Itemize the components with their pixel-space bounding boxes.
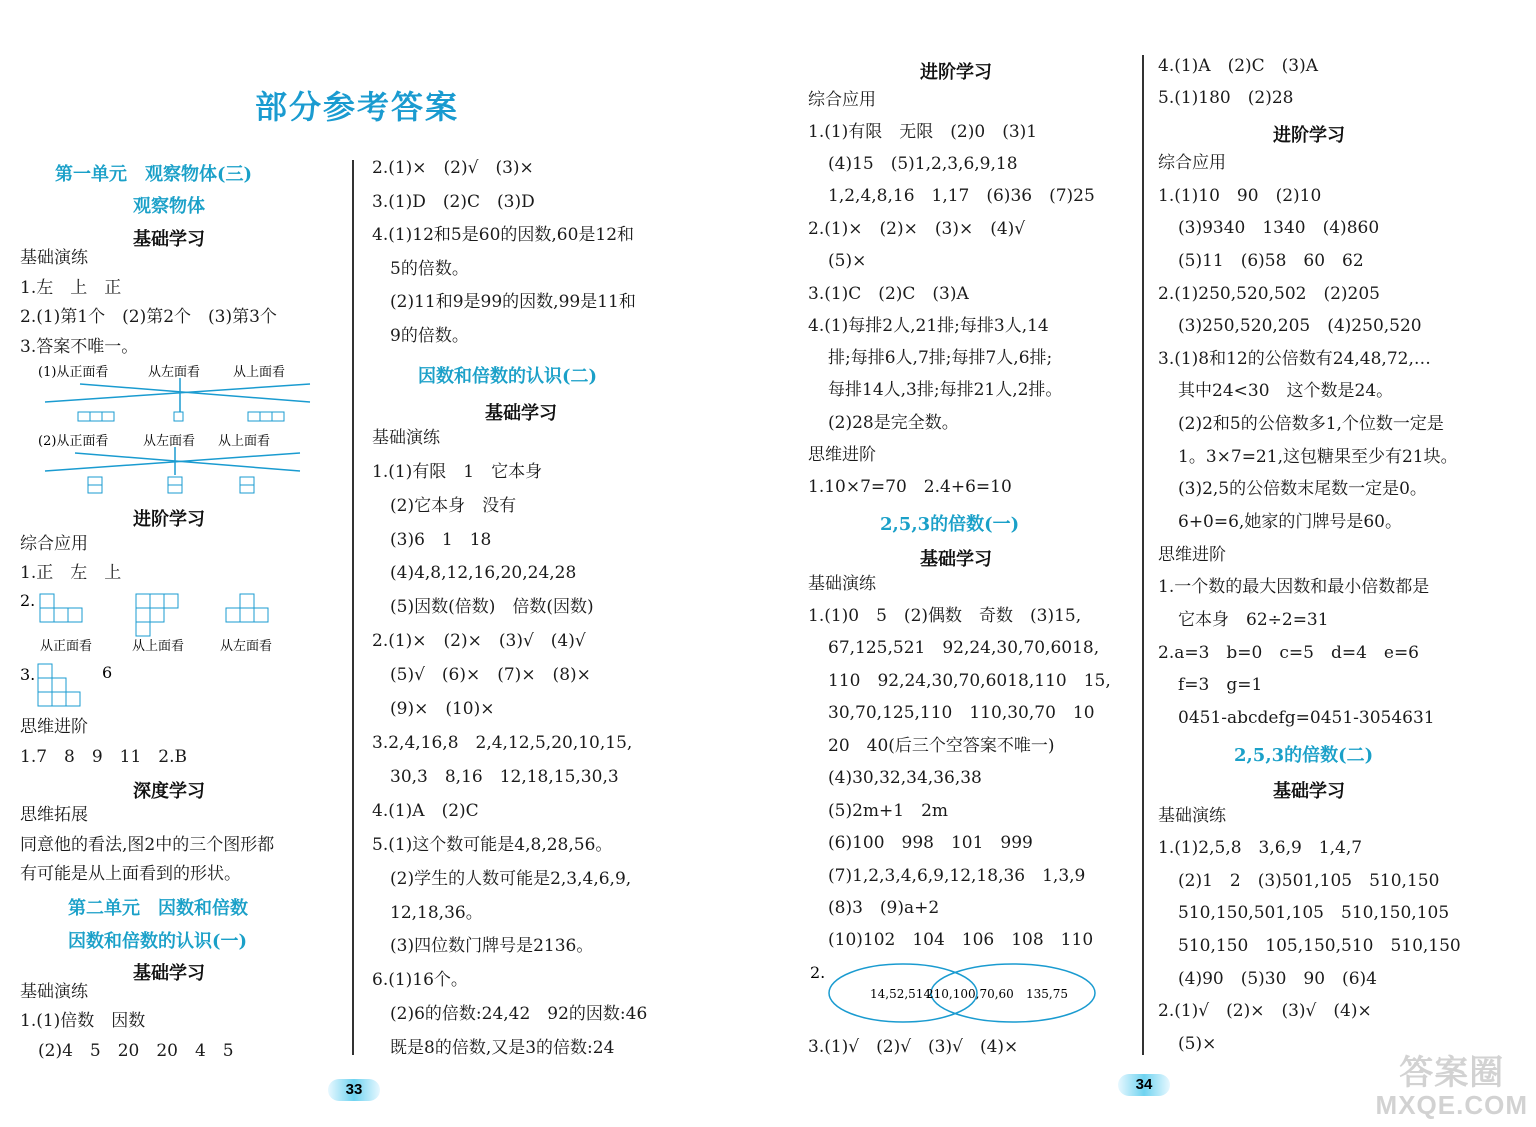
text-line: 思维进阶 [808, 445, 876, 465]
text-line: (4)4,8,12,16,20,24,28 [390, 563, 577, 583]
text-line: 排;每排6人,7排;每排7人,6排; [828, 348, 1053, 368]
subsection-heading: 基础学习 [485, 403, 557, 424]
text-line: 3.(1)C (2)C (3)A [808, 284, 969, 304]
text-line: 2.(1)250,520,502 (2)205 [1158, 284, 1380, 304]
text-line: 1.10×7=70 2.4+6=10 [808, 477, 1012, 497]
text-line: 同意他的看法,图2中的三个图形都 [20, 835, 275, 855]
subsection-heading: 基础学习 [920, 549, 992, 570]
text-line: 3.(1)D (2)C (3)D [372, 192, 535, 212]
text-line: (2)4 5 20 20 4 5 [38, 1041, 234, 1061]
watermark [1375, 1054, 1528, 1121]
text-line: 30,70,125,110 110,30,70 10 [828, 703, 1095, 723]
text-line: (10)102 104 106 108 110 [828, 930, 1094, 950]
page-number-right: 34 [1118, 1074, 1170, 1096]
text-line: 9的倍数。 [390, 326, 469, 346]
text-line: (9)× (10)× [390, 699, 495, 719]
text-line: 思维进阶 [1158, 545, 1226, 565]
page-number-left: 33 [328, 1079, 380, 1101]
text-line: 0451-abcdefg=0451-3054631 [1178, 708, 1435, 728]
venn-left-label: 14,52,514 [870, 987, 932, 1001]
section-heading: 2,5,3的倍数(一) [880, 514, 1020, 535]
figure-value: 6 [102, 663, 113, 682]
text-line: 基础演练 [20, 248, 88, 268]
text-line: 20 40(后三个空答案不唯一) [828, 736, 1055, 756]
text-line: 其中24<30 这个数是24。 [1178, 381, 1394, 401]
text-line: 它本身 62÷2=31 [1178, 610, 1329, 630]
text-line: (5)2m+1 2m [828, 801, 949, 821]
text-line: 2.(1)第1个 (2)第2个 (3)第3个 [20, 307, 277, 327]
text-line: (2)它本身 没有 [390, 496, 517, 516]
text-line: (8)3 (9)a+2 [828, 898, 940, 918]
unit-heading: 第一单元 观察物体(三) [55, 164, 253, 185]
views-figure-2 [20, 590, 340, 656]
text-line: 4.(1)A (2)C (3)A [1158, 56, 1319, 76]
subsection-heading: 进阶学习 [920, 62, 992, 83]
column-divider-left [352, 160, 354, 1055]
text-line: (3)9340 1340 (4)860 [1178, 218, 1380, 238]
text-line: 5的倍数。 [390, 259, 469, 279]
text-line: (2)2和5的公倍数多1,个位数一定是 [1178, 414, 1444, 434]
text-line: 1.7 8 9 11 2.B [20, 747, 188, 767]
text-line: (2)11和9是99的因数,99是11和 [390, 292, 636, 312]
text-line: (2)学生的人数可能是2,3,4,6,9, [390, 869, 632, 889]
figure-number: 2. [20, 591, 36, 610]
text-line: 1.(1)倍数 因数 [20, 1011, 146, 1031]
text-line: 3.答案不唯一。 [20, 337, 139, 357]
diagram-label: 从左面看 [148, 365, 201, 380]
text-line: 2.a=3 b=0 c=5 d=4 e=6 [1158, 643, 1420, 663]
figure-label: 从正面看 [40, 639, 93, 654]
text-line: 510,150,501,105 510,150,105 [1178, 903, 1450, 923]
text-line: 1.一个数的最大因数和最小倍数都是 [1158, 577, 1430, 597]
venn-middle-label: 210,100,70,60 [926, 987, 1014, 1001]
text-line: (6)100 998 101 999 [828, 833, 1033, 853]
unit-heading: 第二单元 因数和倍数 [68, 898, 248, 919]
diagram-label: 从左面看 [143, 434, 196, 449]
text-line: (3)四位数门牌号是2136。 [390, 936, 594, 956]
text-line: 基础演练 [808, 574, 876, 594]
text-line: 1.(1)有限 1 它本身 [372, 462, 543, 482]
text-line: 1,2,4,8,16 1,17 (6)36 (7)25 [828, 186, 1095, 206]
text-line: 思维进阶 [20, 717, 88, 737]
views-diagram-1 [20, 362, 340, 432]
text-line: 110 92,24,30,70,6018,110 15, [828, 671, 1111, 691]
text-line: 5.(1)这个数可能是4,8,28,56。 [372, 835, 613, 855]
text-line: 3.(1)√ (2)√ (3)√ (4)× [808, 1037, 1019, 1057]
text-line: 3.2,4,16,8 2,4,12,5,20,10,15, [372, 733, 633, 753]
text-line: 2.(1)√ (2)× (3)√ (4)× [1158, 1001, 1372, 1021]
text-line: 4.(1)每排2人,21排;每排3人,14 [808, 316, 1049, 336]
text-line: 综合应用 [808, 90, 876, 110]
diagram-label: (1)从正面看 [38, 365, 109, 380]
section-heading: 因数和倍数的认识(二) [418, 366, 598, 387]
text-line: f=3 g=1 [1178, 675, 1263, 695]
text-line: 510,150 105,150,510 510,150 [1178, 936, 1461, 956]
text-line: (3)2,5的公倍数末尾数一定是0。 [1178, 479, 1427, 499]
text-line: 6+0=6,她家的门牌号是60。 [1178, 512, 1402, 532]
text-line: (4)30,32,34,36,38 [828, 768, 982, 788]
diagram-label: 从上面看 [218, 434, 271, 449]
watermark-line2: MXQE.COM [1375, 1090, 1528, 1120]
text-line: (5)× [1178, 1034, 1217, 1054]
figure-number: 3. [20, 665, 36, 684]
venn-right-label: 135,75 [1026, 987, 1068, 1001]
subsection-heading: 进阶学习 [1273, 125, 1345, 146]
text-line: 2.(1)× (2)× (3)× (4)√ [808, 219, 1026, 239]
text-line: (5)11 (6)58 60 62 [1178, 251, 1364, 271]
text-line: 2.(1)× (2)× (3)√ (4)√ [372, 631, 586, 651]
figure-label: 从左面看 [220, 639, 273, 654]
text-line: 4.(1)A (2)C [372, 801, 479, 821]
text-line: 综合应用 [20, 534, 88, 554]
text-line: 既是8的倍数,又是3的倍数:24 [390, 1038, 615, 1058]
text-line: 2.(1)× (2)√ (3)× [372, 158, 534, 178]
text-line: 1.(1)0 5 (2)偶数 奇数 (3)15, [808, 606, 1082, 626]
views-diagram-2 [20, 431, 340, 499]
subsection-heading: 深度学习 [133, 781, 205, 802]
subsection-heading: 基础学习 [1273, 781, 1345, 802]
subsection-heading: 进阶学习 [133, 509, 205, 530]
section-heading: 2,5,3的倍数(二) [1234, 745, 1374, 766]
figure-label: 从上面看 [132, 639, 185, 654]
text-line: 1.正 左 上 [20, 563, 122, 583]
text-line: (3)250,520,205 (4)250,520 [1178, 316, 1422, 336]
text-line: 基础演练 [1158, 806, 1226, 826]
text-line: (2)1 2 (3)501,105 510,150 [1178, 871, 1440, 891]
text-line: (4)15 (5)1,2,3,6,9,18 [828, 154, 1018, 174]
venn-diagram [808, 960, 1108, 1026]
text-line: 1.(1)有限 无限 (2)0 (3)1 [808, 122, 1038, 142]
text-line: 综合应用 [1158, 153, 1226, 173]
text-line: (5)因数(倍数) 倍数(因数) [390, 597, 594, 617]
text-line: 基础演练 [372, 428, 440, 448]
watermark-line1: 答案圈 [1399, 1054, 1505, 1092]
text-line: 有可能是从上面看到的形状。 [20, 864, 241, 884]
views-figure-3 [20, 660, 340, 710]
text-line: 3.(1)8和12的公倍数有24,48,72,… [1158, 349, 1431, 369]
text-line: (2)6的倍数:24,42 92的因数:46 [390, 1004, 648, 1024]
text-line: (5)× [828, 251, 867, 271]
page-title: 部分参考答案 [255, 88, 460, 126]
section-heading: 观察物体 [133, 196, 205, 217]
text-line: 30,3 8,16 12,18,15,30,3 [390, 767, 619, 787]
diagram-label: 从上面看 [233, 365, 286, 380]
section-heading: 因数和倍数的认识(一) [68, 931, 248, 952]
text-line: 6.(1)16个。 [372, 970, 468, 990]
text-line: 12,18,36。 [390, 903, 483, 923]
text-line: (2)28是完全数。 [828, 413, 959, 433]
text-line: (5)√ (6)× (7)× (8)× [390, 665, 591, 685]
text-line: 基础演练 [20, 982, 88, 1002]
text-line: (3)6 1 18 [390, 530, 492, 550]
text-line: 思维拓展 [20, 805, 88, 825]
text-line: 每排14人,3排;每排21人,2排。 [828, 380, 1063, 400]
text-line: 1.(1)10 90 (2)10 [1158, 186, 1322, 206]
venn-number: 2. [810, 963, 826, 982]
text-line: 67,125,521 92,24,30,70,6018, [828, 638, 1100, 658]
text-line: 1。3×7=21,这包糖果至少有21块。 [1178, 447, 1458, 467]
text-line: (7)1,2,3,4,6,9,12,18,36 1,3,9 [828, 866, 1086, 886]
subsection-heading: 基础学习 [133, 229, 205, 250]
diagram-label: (2)从正面看 [38, 434, 109, 449]
text-line: 1.(1)2,5,8 3,6,9 1,4,7 [1158, 838, 1363, 858]
text-line: 5.(1)180 (2)28 [1158, 88, 1294, 108]
text-line: (4)90 (5)30 90 (6)4 [1178, 969, 1377, 989]
subsection-heading: 基础学习 [133, 963, 205, 984]
column-divider-right [1142, 55, 1144, 1055]
text-line: 1.左 上 正 [20, 278, 122, 298]
text-line: 4.(1)12和5是60的因数,60是12和 [372, 225, 635, 245]
